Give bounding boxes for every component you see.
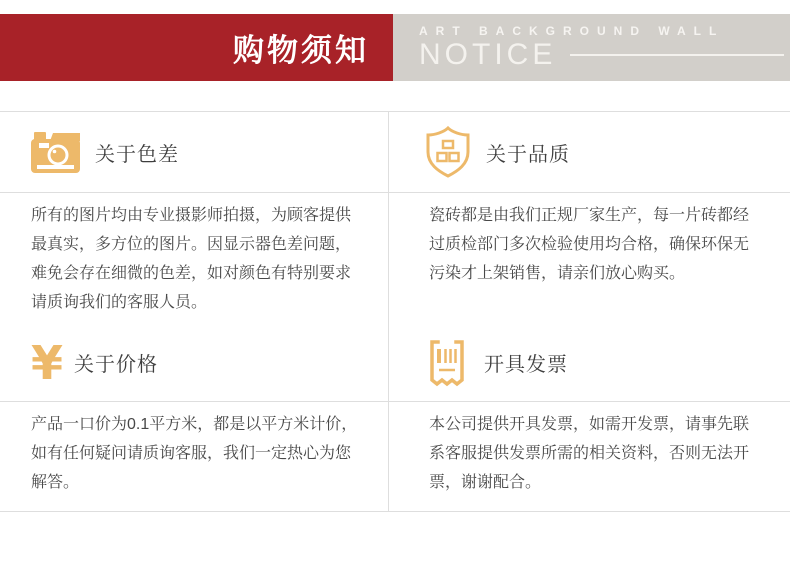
section-price [0,324,389,511]
section-invoice [389,324,790,511]
invoice-receipt-icon [425,339,469,387]
quality-shield-icon [425,126,471,178]
section-title: 开具发票 [484,354,568,376]
section-body-text: 本公司提供开具发票，如需开发票，请事先联系客服提供发票所需的相关资料，否则无法开票，谢谢配合。 [429,416,750,491]
section-price-header [0,324,388,402]
section-quality-header [389,112,790,193]
yen-currency-icon: ¥ [31,335,64,390]
section-invoice-header [389,324,790,402]
section-body-text: 瓷砖都是由我们正规厂家生产，每一片砖都经过质检部门多次检验使用均合格，确保环保无污染才上架销售，请亲们放心购买。 [429,207,750,282]
section-body-text: 产品一口价为0.1平方米，都是以平方米计价，如有任何疑问请质询客服，我们一定热心为您解答。 [31,416,358,491]
notice-grid [0,111,790,512]
header-banner [0,14,790,81]
banner-notice-row [419,40,790,70]
section-color-difference-header [0,112,388,193]
banner-decorative-line [570,54,784,56]
banner-title-block [0,14,393,81]
section-color-difference [0,112,389,324]
camera-icon [31,132,80,173]
page-title: 购物须知 [233,33,369,68]
section-quality [389,112,790,324]
section-title: 关于品质 [486,143,570,166]
banner-subtitle-block [393,14,790,81]
section-title: 关于价格 [74,354,159,376]
banner-subtitle-en: ART BACKGROUND WALL [419,24,725,38]
section-title: 关于色差 [95,143,179,166]
section-body-text: 所有的图片均由专业摄影师拍摄，为顾客提供最真实，多方位的图片。因显示器色差问题，难免会存在细微的色差，如对颜色有特别要求请质询我们的客服人员。 [31,207,352,311]
banner-notice-word: NOTICE [419,38,557,71]
